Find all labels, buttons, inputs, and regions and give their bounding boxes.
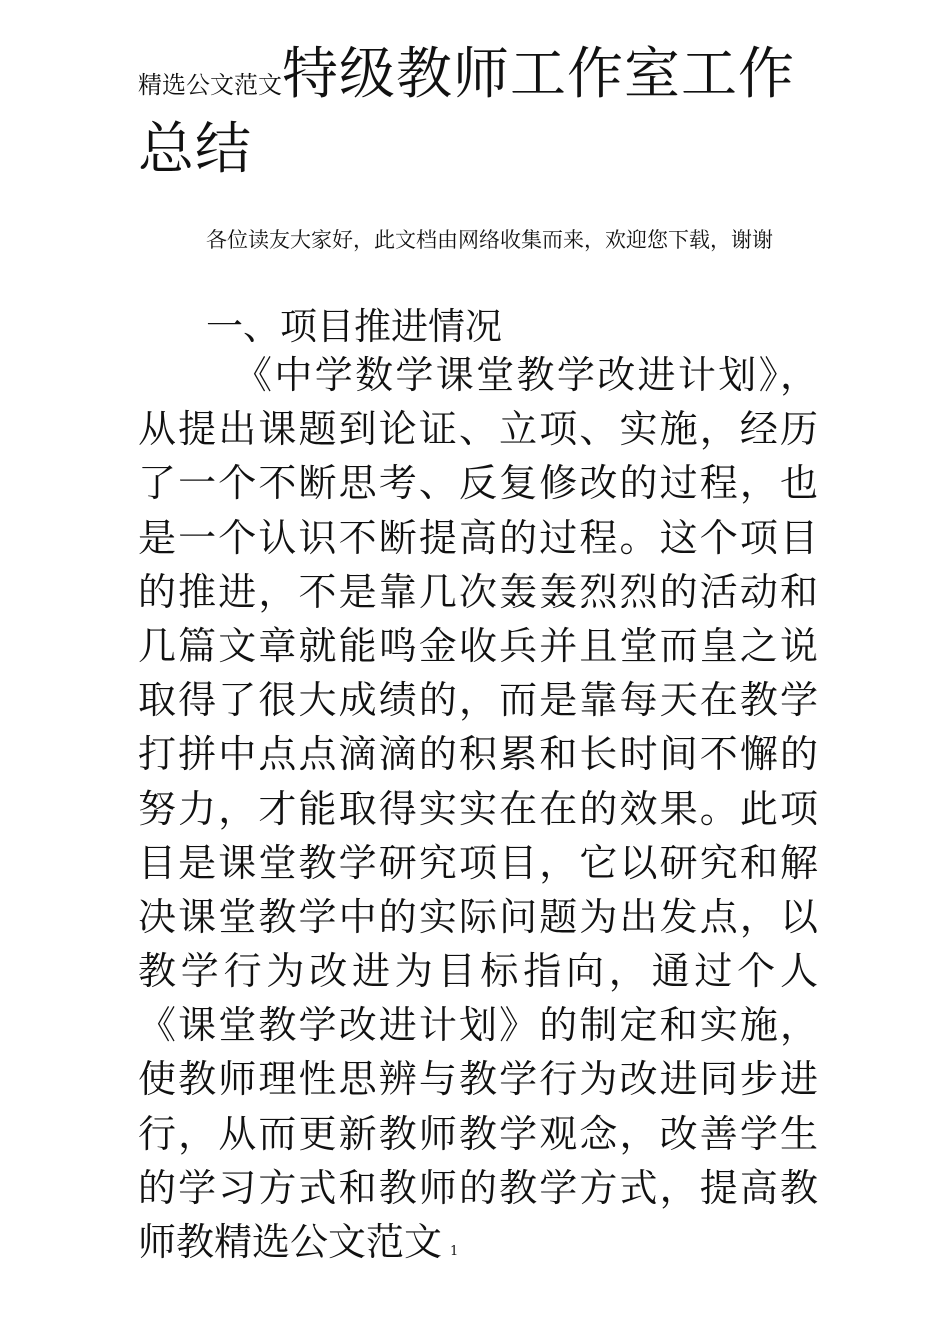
body-line: 的学习方式和教师的教学方式，提高教 bbox=[138, 1165, 818, 1210]
greeting-text: 各位读友大家好，此文档由网络收集而来，欢迎您下载，谢谢 bbox=[206, 228, 773, 252]
body-paragraph bbox=[138, 348, 818, 1269]
document-title-line2: 总结 bbox=[138, 117, 252, 182]
section-heading: 一、项目推进情况 bbox=[206, 305, 502, 348]
body-line: 使教师理性思辨与教学行为改进同步进 bbox=[138, 1057, 818, 1102]
body-line: 决课堂教学中的实际问题为出发点，以 bbox=[138, 894, 818, 939]
header-label: 精选公文范文 bbox=[138, 71, 282, 99]
body-line: 行，从而更新教师教学观念，改善学生 bbox=[138, 1111, 818, 1156]
document-title-line1: 特级教师工作室工作 bbox=[282, 42, 795, 107]
body-line: 从提出课题到论证、立项、实施，经历 bbox=[138, 407, 818, 452]
body-last-line bbox=[138, 1215, 818, 1269]
body-line-fragment: 师教 bbox=[138, 1220, 215, 1264]
body-line: 了一个不断思考、反复修改的过程，也 bbox=[138, 461, 818, 506]
title-block bbox=[138, 44, 828, 194]
body-line: 是一个认识不断提高的过程。这个项目 bbox=[138, 515, 818, 560]
body-line: 《中学数学课堂教学改进计划》， bbox=[234, 353, 818, 397]
body-line: 目是课堂教学研究项目，它以研究和解 bbox=[138, 840, 818, 885]
footer-label: 精选公文范文 bbox=[214, 1220, 443, 1264]
body-line: 《课堂教学改进计划》的制定和实施， bbox=[138, 1003, 818, 1048]
body-line: 取得了很大成绩的，而是靠每天在教学 bbox=[138, 678, 818, 723]
body-line: 几篇文章就能鸣金收兵并且堂而皇之说 bbox=[138, 623, 818, 668]
body-line: 教学行为改进为目标指向，通过个人 bbox=[138, 949, 818, 994]
page-number: 1 bbox=[450, 1244, 459, 1259]
body-line: 的推进，不是靠几次轰轰烈烈的活动和 bbox=[138, 569, 818, 614]
body-line: 打拼中点点滴滴的积累和长时间不懈的 bbox=[138, 732, 818, 777]
body-line: 努力，才能取得实实在在的效果。此项 bbox=[138, 786, 818, 831]
